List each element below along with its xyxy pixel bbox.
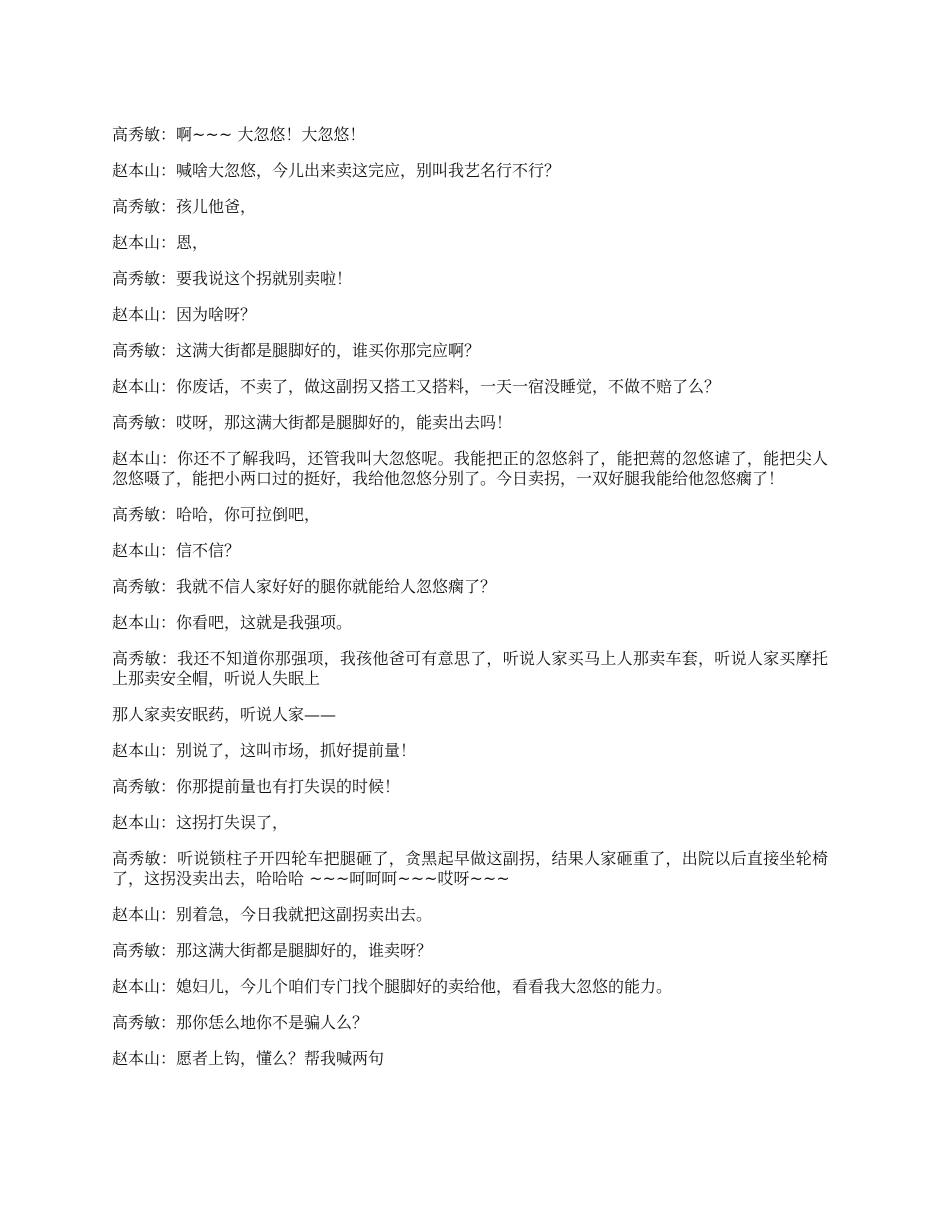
line-text: 这拐打失误了， [176, 813, 289, 832]
line-text: 媳妇儿，今儿个咱们专门找个腿脚好的卖给他，看看我大忽悠的能力。 [176, 977, 673, 996]
speaker-name: 赵本山： [112, 905, 177, 924]
line-text: 恩， [176, 233, 209, 252]
dialogue-line [112, 941, 828, 961]
dialogue-line [112, 777, 828, 797]
dialogue-line [112, 741, 828, 761]
speaker-name: 赵本山： [112, 613, 177, 632]
dialogue-line [112, 1049, 828, 1069]
dialogue-line [112, 413, 828, 433]
line-text: 你那提前量也有打失误的时候！ [176, 777, 401, 796]
dialogue-line [112, 1013, 828, 1033]
line-text: 因为啥呀？ [176, 305, 257, 324]
dialogue-line [112, 305, 828, 325]
dialogue-line-continuation [112, 705, 828, 725]
line-text: 你废话，不卖了，做这副拐又搭工又搭料，一天一宿没睡觉，不做不赔了么？ [176, 377, 721, 396]
dialogue-line [112, 905, 828, 925]
line-text: 要我说这个拐就别卖啦！ [176, 269, 353, 288]
dialogue-line [112, 125, 828, 145]
line-text: 那你恁么地你不是骗人么？ [176, 1013, 369, 1032]
speaker-name: 赵本山： [112, 977, 177, 996]
speaker-name: 赵本山： [112, 1049, 177, 1068]
speaker-name: 高秀敏： [112, 1013, 177, 1032]
dialogue-script [112, 125, 828, 1085]
line-text: 哎呀，那这满大街都是腿脚好的，能卖出去吗！ [176, 413, 513, 432]
speaker-name: 高秀敏： [112, 269, 177, 288]
dialogue-line [112, 613, 828, 633]
line-text: 信不信？ [176, 541, 241, 560]
dialogue-line [112, 577, 828, 597]
dialogue-line [112, 233, 828, 253]
line-text: 喊啥大忽悠，今儿出来卖这完应，别叫我艺名行不行？ [176, 161, 561, 180]
speaker-name: 高秀敏： [112, 577, 177, 596]
dialogue-line [112, 161, 828, 181]
line-text: 我还不知道你那强项，我孩他爸可有意思了，听说人家买马上人那卖车套，听说人家买摩托上那卖安全帽，听说人失眠上 [112, 649, 828, 688]
line-text: 那人家卖安眠药，听说人家—— [112, 705, 337, 724]
speaker-name: 赵本山： [112, 377, 177, 396]
line-text: 这满大街都是腿脚好的，谁买你那完应啊？ [176, 341, 481, 360]
speaker-name: 高秀敏： [112, 649, 178, 668]
speaker-name: 赵本山： [112, 305, 177, 324]
dialogue-line [112, 977, 828, 997]
speaker-name: 赵本山： [112, 161, 177, 180]
line-text: 你还不了解我吗，还管我叫大忽悠呢。我能把正的忽悠斜了，能把蔫的忽悠谑了，能把尖人忽悠嗫了，能把小两口过的挺好，我给他忽悠分别了。今日卖拐，一双好腿我能给他忽悠瘸了！ [112, 449, 828, 488]
dialogue-line [112, 197, 828, 217]
line-text: 听说锁柱子开四轮车把腿砸了，贪黑起早做这副拐，结果人家砸重了，出院以后直接坐轮椅了，这拐没卖出去，哈哈哈 ~~~呵呵呵~~~哎呀~~~ [112, 849, 828, 888]
dialogue-line [112, 341, 828, 361]
dialogue-line [112, 849, 828, 889]
speaker-name: 赵本山： [112, 449, 178, 468]
line-text: 别着急，今日我就把这副拐卖出去。 [176, 905, 433, 924]
line-text: 我就不信人家好好的腿你就能给人忽悠瘸了？ [176, 577, 497, 596]
line-text: 那这满大街都是腿脚好的，谁卖呀？ [176, 941, 433, 960]
speaker-name: 高秀敏： [112, 505, 177, 524]
speaker-name: 高秀敏： [112, 941, 177, 960]
speaker-name: 高秀敏： [112, 777, 177, 796]
speaker-name: 赵本山： [112, 541, 177, 560]
line-text: 别说了，这叫市场，抓好提前量！ [176, 741, 417, 760]
speaker-name: 高秀敏： [112, 341, 177, 360]
line-text: 孩儿他爸， [176, 197, 257, 216]
dialogue-line [112, 813, 828, 833]
line-text: 你看吧，这就是我强项。 [176, 613, 353, 632]
line-text: 愿者上钩，懂么？帮我喊两句 [176, 1049, 385, 1068]
dialogue-line [112, 649, 828, 689]
dialogue-line [112, 505, 828, 525]
speaker-name: 高秀敏： [112, 125, 177, 144]
line-text: 哈哈，你可拉倒吧， [176, 505, 321, 524]
speaker-name: 高秀敏： [112, 197, 177, 216]
line-text: 啊~~~ 大忽悠！大忽悠！ [176, 125, 366, 144]
dialogue-line [112, 377, 828, 397]
speaker-name: 赵本山： [112, 233, 177, 252]
speaker-name: 高秀敏： [112, 413, 177, 432]
dialogue-line [112, 269, 828, 289]
speaker-name: 赵本山： [112, 741, 177, 760]
speaker-name: 高秀敏： [112, 849, 178, 868]
dialogue-line [112, 449, 828, 489]
dialogue-line [112, 541, 828, 561]
speaker-name: 赵本山： [112, 813, 177, 832]
